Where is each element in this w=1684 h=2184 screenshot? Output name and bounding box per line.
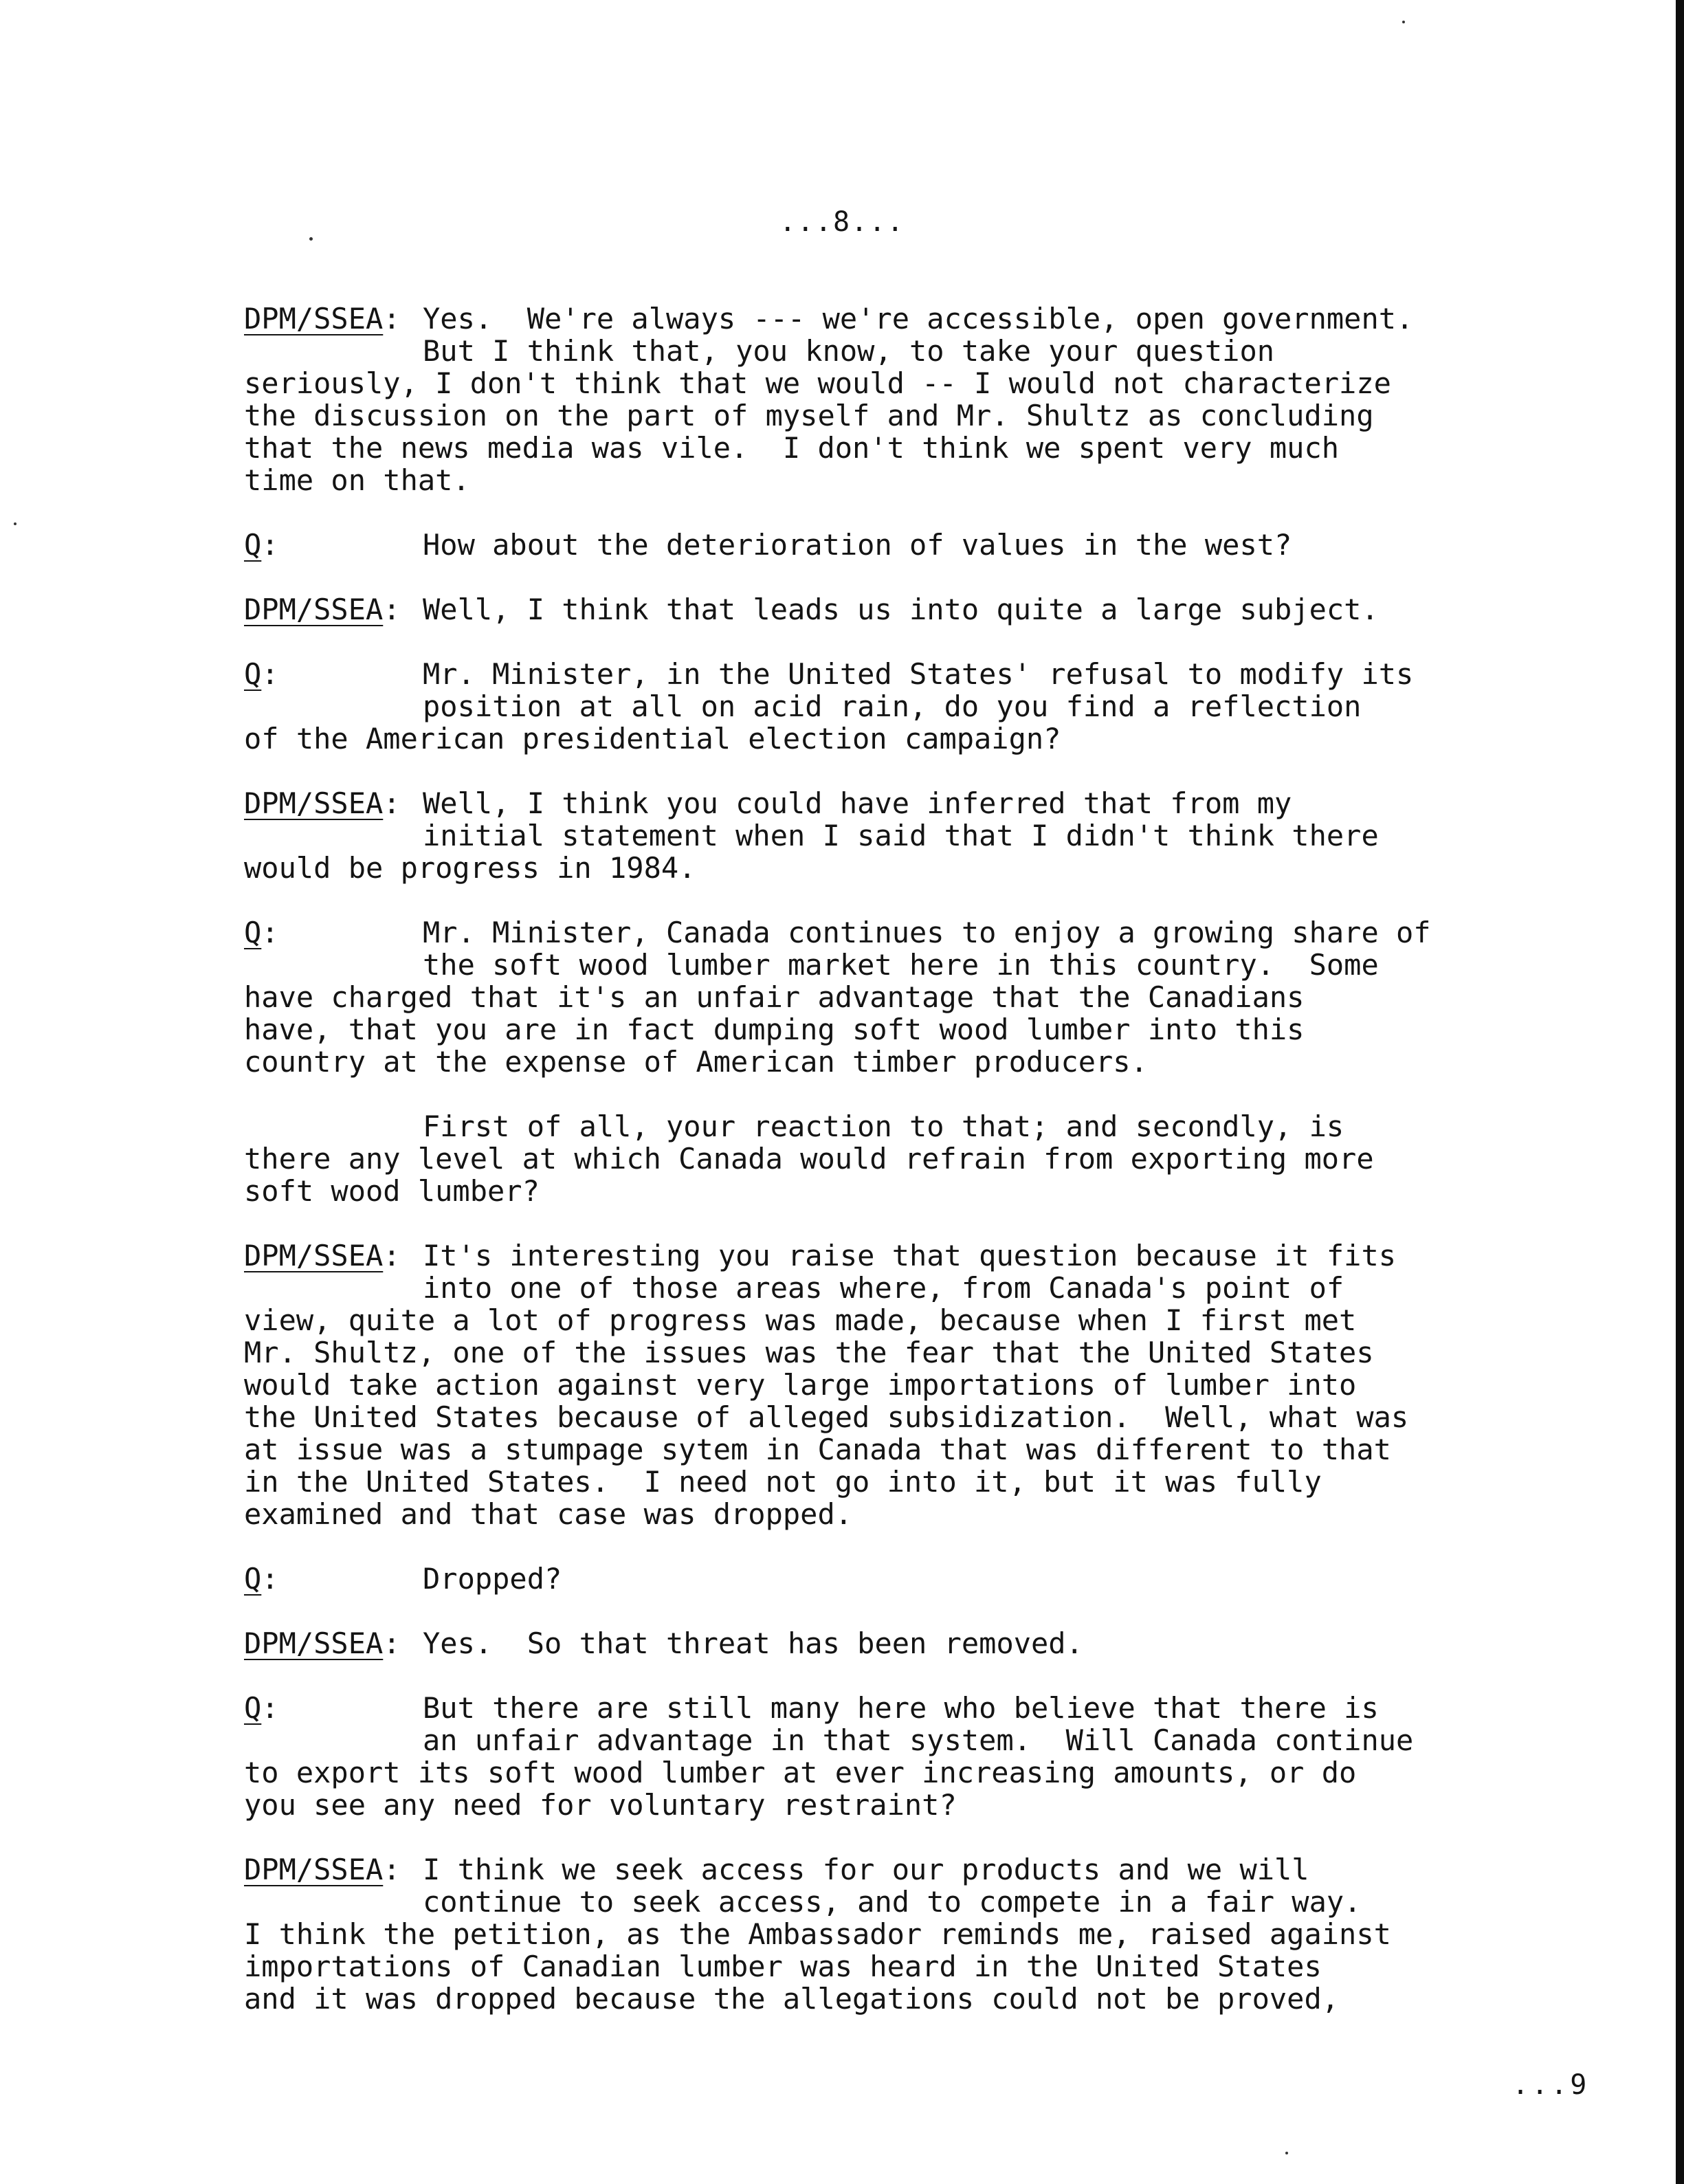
speaker-label: DPM/SSEA (244, 593, 384, 626)
statement-line: at issue was a stumpage sytem in Canada that was different to that (244, 1433, 1391, 1466)
statement-line: view, quite a lot of progress was made, because when I first met (244, 1303, 1357, 1337)
transcript-entry (244, 593, 1584, 626)
statement-first-line: Dropped? (423, 1562, 562, 1596)
transcript-entry (244, 302, 1584, 496)
speaker-separator: : (261, 916, 279, 949)
speaker-label: Q (244, 528, 262, 562)
speaker-label: DPM/SSEA (244, 1626, 384, 1660)
statement-line: country at the expense of American timber producers. (244, 1045, 1148, 1079)
statement-indented-line: an unfair advantage in that system. Will Canada continue (423, 1723, 1414, 1757)
scan-speck (1285, 2152, 1288, 2154)
entry-first-line (244, 1563, 1584, 1595)
statement-line: the United States because of alleged subsidization. Well, what was (244, 1400, 1409, 1434)
speaker-column (244, 1692, 423, 1724)
speaker-label: DPM/SSEA (244, 1853, 384, 1886)
statement-line: importations of Canadian lumber was heard in the United States (244, 1950, 1322, 1983)
statement-first-line: Yes. So that threat has been removed. (423, 1626, 1083, 1660)
speaker-label: DPM/SSEA (244, 1239, 384, 1272)
entry-first-line (244, 1239, 1584, 1272)
speaker-column (244, 529, 423, 561)
statement-indented-line: into one of those areas where, from Canada's point of (423, 1271, 1344, 1305)
speaker-column (244, 593, 423, 626)
statement-first-line: Well, I think you could have inferred that from my (423, 786, 1292, 820)
statement-line: you see any need for voluntary restraint? (244, 1788, 957, 1822)
scan-speck (1402, 21, 1405, 23)
next-page-marker: ...9 (1512, 2069, 1590, 2101)
statement-first-line: How about the deterioration of values in the west? (423, 528, 1292, 562)
speaker-label: DPM/SSEA (244, 786, 384, 820)
entry-first-line (244, 1692, 1584, 1724)
speaker-label: Q (244, 657, 262, 691)
statement-line: the discussion on the part of myself and Mr. Shultz as concluding (244, 399, 1374, 432)
speaker-separator: : (383, 1626, 401, 1660)
statement-first-line: I think we seek access for our products and we will (423, 1853, 1309, 1886)
transcript-entry (244, 1627, 1584, 1659)
entry-first-line (244, 1853, 1584, 1886)
transcript-entry (244, 658, 1584, 755)
statement-line: would be progress in 1984. (244, 851, 696, 885)
speaker-separator: : (261, 1691, 279, 1725)
entry-first-line (244, 658, 1584, 690)
speaker-label: DPM/SSEA (244, 302, 384, 335)
statement-line: to export its soft wood lumber at ever increasing amounts, or do (244, 1756, 1357, 1789)
statement-line: in the United States. I need not go into it, but it was fully (244, 1465, 1322, 1499)
statement-line: of the American presidential election campaign? (244, 722, 1061, 755)
speaker-separator: : (261, 528, 279, 562)
entry-first-line (244, 529, 1584, 561)
scan-speck (14, 522, 16, 525)
statement-indented-line: continue to seek access, and to compete in a fair way. (423, 1885, 1362, 1919)
speaker-column (244, 1853, 423, 1886)
speaker-separator: : (383, 302, 401, 335)
entry-first-line (244, 1627, 1584, 1659)
statement-line: have, that you are in fact dumping soft wood lumber into this (244, 1013, 1305, 1046)
speaker-column (244, 787, 423, 819)
speaker-column (244, 658, 423, 690)
speaker-separator: : (383, 1853, 401, 1886)
transcript-entry (244, 1563, 1584, 1595)
statement-indented-line: position at all on acid rain, do you find a reflection (423, 690, 1362, 723)
statement-line: Mr. Shultz, one of the issues was the fear that the United States (244, 1336, 1374, 1369)
page-edge (1676, 0, 1684, 2184)
statement-line: seriously, I don't think that we would -- I would not characterize (244, 366, 1391, 400)
page-number-header: ...8... (779, 206, 905, 238)
transcript-entry (244, 529, 1584, 561)
entry-first-line (244, 916, 1584, 949)
speaker-separator: : (261, 657, 279, 691)
speaker-column (244, 916, 423, 949)
speaker-separator: : (383, 786, 401, 820)
statement-indented-line: But I think that, you know, to take your question (423, 334, 1275, 368)
entry-first-line (244, 302, 1584, 335)
statement-line: would take action against very large importations of lumber into (244, 1368, 1357, 1402)
speaker-column (244, 1563, 423, 1595)
statement-line: soft wood lumber? (244, 1174, 540, 1208)
speaker-column (244, 1627, 423, 1659)
statement-indented-line: First of all, your reaction to that; and secondly, is (423, 1110, 1344, 1143)
statement-line: have charged that it's an unfair advantage that the Canadians (244, 980, 1305, 1014)
statement-line: time on that. (244, 463, 470, 497)
entry-first-line (244, 787, 1584, 819)
transcript-entry (244, 1853, 1584, 2015)
statement-first-line: Mr. Minister, Canada continues to enjoy a growing share of (423, 916, 1431, 949)
entry-first-line (244, 593, 1584, 626)
speaker-label: Q (244, 1562, 262, 1596)
statement-line: I think the petition, as the Ambassador reminds me, raised against (244, 1917, 1391, 1951)
speaker-separator: : (383, 1239, 401, 1272)
speaker-separator: : (261, 1562, 279, 1596)
transcript-body (244, 302, 1584, 2047)
statement-indented-line: the soft wood lumber market here in this country. Some (423, 948, 1379, 982)
statement-first-line: But there are still many here who believe that there is (423, 1691, 1379, 1725)
transcript-entry (244, 1110, 1584, 1207)
transcript-entry (244, 787, 1584, 884)
speaker-label: Q (244, 916, 262, 949)
statement-line: that the news media was vile. I don't think we spent very much (244, 431, 1340, 465)
statement-first-line: Well, I think that leads us into quite a large subject. (423, 593, 1379, 626)
transcript-entry (244, 1692, 1584, 1821)
speaker-separator: : (383, 593, 401, 626)
statement-first-line: Mr. Minister, in the United States' refusal to modify its (423, 657, 1414, 691)
statement-first-line: It's interesting you raise that question because it fits (423, 1239, 1397, 1272)
speaker-column (244, 1239, 423, 1272)
statement-line: and it was dropped because the allegations could not be proved, (244, 1982, 1340, 2016)
statement-first-line: Yes. We're always --- we're accessible, open government. (423, 302, 1414, 335)
speaker-label: Q (244, 1691, 262, 1725)
transcript-entry (244, 916, 1584, 1078)
statement-line: examined and that case was dropped. (244, 1497, 853, 1531)
speaker-column (244, 302, 423, 335)
statement-line: there any level at which Canada would refrain from exporting more (244, 1142, 1374, 1176)
statement-indented-line: initial statement when I said that I didn't think there (423, 819, 1379, 852)
transcript-entry (244, 1239, 1584, 1530)
